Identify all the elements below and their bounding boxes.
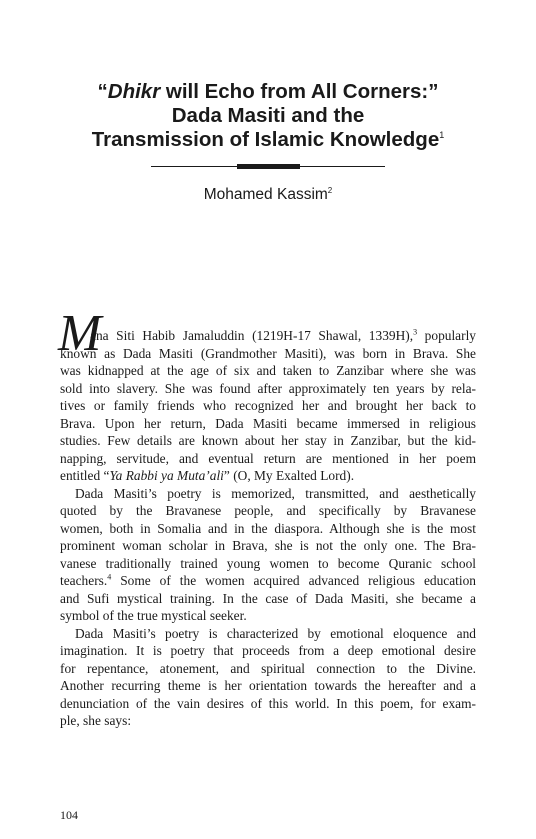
text-span: teachers. — [60, 573, 108, 588]
title-line-2: Dada Masiti and the — [171, 104, 365, 127]
title-italic-word: Dhikr — [107, 80, 161, 103]
footnote-marker-4[interactable]: 4 — [107, 572, 112, 582]
title-open-quote: “ — [97, 80, 108, 103]
text-line: tives or family friends who recognized her and brought her back to — [60, 398, 476, 413]
title-footnote-marker[interactable]: 1 — [439, 130, 445, 141]
text-span: ” (O, My Exalted Lord). — [223, 468, 355, 483]
paragraph-3 — [60, 625, 476, 730]
poem-title: Ya Rabbi ya Muta’ali — [109, 468, 224, 483]
text-line: vanese traditionally trained young women to become Quranic school — [60, 555, 476, 571]
text-line: quoted by the Bravanese people, and specifically by Bravanese — [60, 503, 476, 518]
title-line-1 — [0, 80, 536, 104]
author-byline — [0, 186, 536, 204]
text-line: symbol of the true mystical seeker. — [60, 608, 247, 623]
text-line: imagination. It is poetry that proceeds from a deep emotional desire — [60, 643, 476, 658]
text-line: for repentance, atonement, and spiritual connection to the Divine. — [60, 660, 476, 676]
text-line: women, both in Somalia and in the diaspora. Although she is the most — [60, 520, 476, 536]
body-text — [58, 305, 477, 730]
author-footnote-marker[interactable]: 2 — [327, 185, 333, 195]
text-line: napping, servitude, and eventual return are mentioned in her poem — [60, 450, 476, 466]
text-line: studies. Few details are known about her stay in Zanzibar, but the kid- — [60, 433, 476, 448]
title-divider-bar — [237, 164, 300, 169]
text-line: prominent woman scholar in Brava, she is not the only one. The Bra- — [60, 538, 476, 553]
text-line: Another recurring theme is her orientation towards the hereafter and a — [60, 678, 476, 693]
text-line: known as Dada Masiti (Grandmother Masiti), was born in Brava. She — [60, 345, 476, 361]
text-line — [60, 327, 476, 345]
author-name: Mohamed Kassim — [203, 186, 328, 203]
text-line: and Sufi mystical training. In the case of Dada Masiti, she became a — [60, 590, 476, 606]
text-span: entitled “ — [60, 468, 110, 483]
title-line-3 — [0, 128, 536, 152]
text-line: was kidnapped at the age of six and taken to Zanzibar where she was — [60, 363, 476, 378]
text-line: denunciation of the vain desires of this world. In this poem, for exam- — [60, 695, 476, 711]
chapter-title — [0, 80, 536, 152]
paragraph-1 — [58, 305, 477, 485]
footnote-marker-3[interactable]: 3 — [413, 327, 418, 337]
text-span: Some of the women acquired advanced religious education — [111, 573, 476, 588]
text-line — [60, 467, 476, 485]
drop-cap: M — [58, 305, 102, 362]
text-line: Dada Masiti’s poetry is memorized, transmitted, and aesthetically — [75, 485, 476, 501]
page-number: 104 — [60, 808, 78, 822]
text-line: sold into slavery. She was found after approximately ten years by rela- — [60, 380, 476, 396]
text-span: ana Siti Habib Jamaluddin (1219H-17 Shawal, 1339H), — [90, 328, 414, 343]
title-line-1-text: will Echo from All Corners:” — [160, 80, 439, 103]
text-line: Dada Masiti’s poetry is characterized by emotional eloquence and — [75, 625, 476, 641]
text-line: ple, she says: — [60, 713, 132, 728]
paragraph-2 — [60, 485, 476, 625]
title-line-3-text: Transmission of Islamic Knowledge — [91, 128, 440, 151]
text-line: Brava. Upon her return, Dada Masiti became immersed in religious — [60, 415, 476, 431]
text-span: popularly — [417, 328, 477, 343]
text-line — [60, 572, 476, 590]
